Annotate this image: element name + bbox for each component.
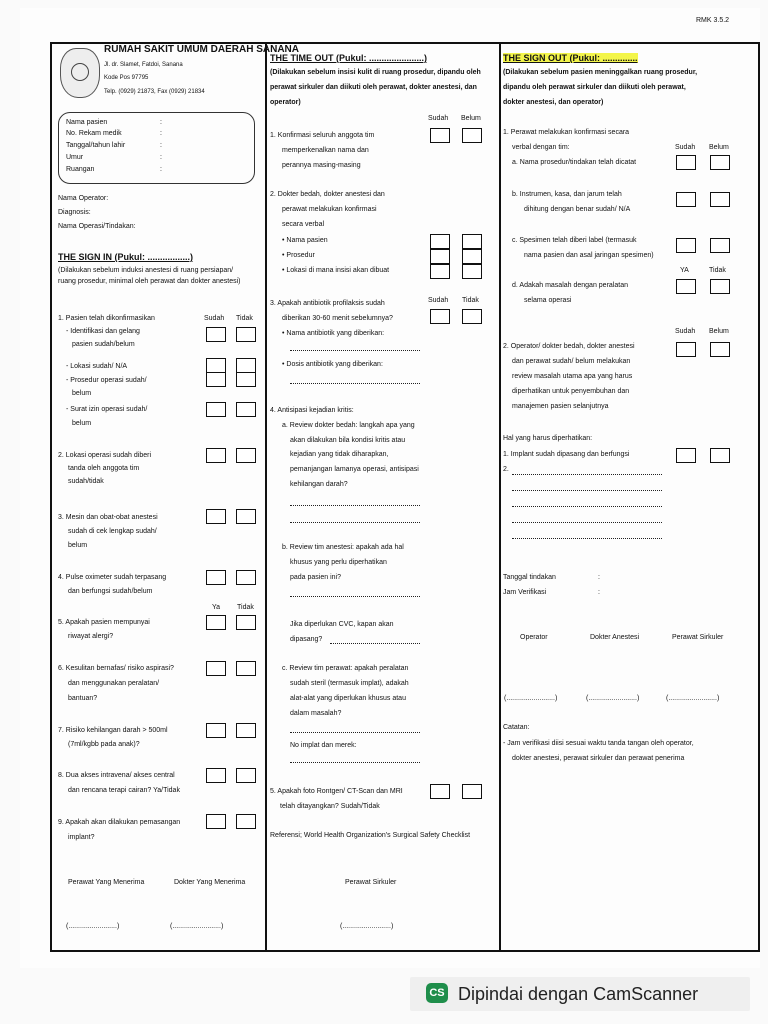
- checkbox[interactable]: [206, 570, 226, 585]
- checkbox[interactable]: [236, 814, 256, 829]
- hospital-address: Jl. dr. Slamet, Fatdoi, Sanana: [104, 62, 183, 68]
- sign-in-q8: 8. Dua akses intravena/ akses central: [58, 772, 175, 779]
- checkbox[interactable]: [206, 327, 226, 342]
- sign-in-signature-doctor: Dokter Yang Menerima: [174, 879, 246, 886]
- checkbox[interactable]: [710, 238, 730, 253]
- answer-line[interactable]: [290, 596, 420, 597]
- time-out-q2-line: secara verbal: [282, 221, 325, 228]
- time-out-q4-line: akan dilakukan bila kondisi kritis atau: [290, 437, 406, 444]
- time-out-q4b-line: khusus yang perlu diperhatikan: [290, 559, 387, 566]
- sign-in-q9: 9. Apakah akan dilakukan pemasangan: [58, 819, 181, 826]
- sign-in-q6-line: dan menggunakan peralatan/: [68, 680, 160, 687]
- checkbox[interactable]: [430, 309, 450, 324]
- right-border: [758, 42, 760, 950]
- checkbox[interactable]: [206, 723, 226, 738]
- sign-out-q2: 2. Operator/ dokter bedah, dokter anestesi: [503, 343, 635, 350]
- sign-out-q1c: c. Spesimen telah diberi label (termasuk: [512, 237, 637, 244]
- time-out-q3: 3. Apakah antibiotik profilaksis sudah: [270, 300, 385, 307]
- checkbox[interactable]: [236, 768, 256, 783]
- sign-out-signature-anesthesia: Dokter Anestesi: [590, 634, 640, 641]
- checkbox[interactable]: [206, 768, 226, 783]
- checkbox[interactable]: [676, 279, 696, 294]
- time-out-desc: perawat sirkuler dan diikuti oleh perawat, dokter anestesi, dan: [270, 84, 477, 91]
- sign-out-attention-2: 2.: [503, 466, 509, 473]
- sign-out-note: - Jam verifikasi diisi sesuai waktu tanda tangan oleh operator,: [503, 740, 694, 747]
- signature-blank[interactable]: (.........................): [586, 695, 640, 702]
- time-out-q4c-line: dalam masalah?: [290, 710, 342, 717]
- signature-blank[interactable]: (.........................): [170, 923, 224, 930]
- checkbox[interactable]: [206, 814, 226, 829]
- sign-out-attention: Hal yang harus diperhatikan:: [503, 435, 593, 442]
- sign-in-q1-line: - Identifikasi dan gelang: [66, 328, 140, 335]
- time-out-q4-line: kehilangan darah?: [290, 481, 348, 488]
- sign-out-q1b: b. Instrumen, kasa, dan jarum telah: [512, 191, 622, 198]
- sign-in-q1-line: - Prosedur operasi sudah/: [66, 377, 147, 384]
- time-out-q4: 4. Antisipasi kejadian kritis:: [270, 407, 354, 414]
- checkbox[interactable]: [206, 661, 226, 676]
- checkbox[interactable]: [710, 279, 730, 294]
- hospital-postal: Kode Pos 97795: [104, 75, 149, 81]
- checkbox[interactable]: [462, 309, 482, 324]
- sign-in-title: THE SIGN IN (Pukul: .................): [58, 252, 194, 262]
- sign-in-desc-2: ruang prosedur, minimal oleh perawat dan dokter anestesi): [58, 278, 241, 285]
- sign-out-col-belum: Belum: [709, 144, 729, 151]
- sign-in-q7: 7. Risiko kehilangan darah > 500ml: [58, 727, 168, 734]
- sign-out-signature-nurse: Perawat Sirkuler: [672, 634, 724, 641]
- time-out-q4-line: a. Review dokter bedah: langkah apa yang: [282, 422, 415, 429]
- sign-out-title: THE SIGN OUT (Pukul: ..............: [503, 53, 638, 63]
- sign-out-q2-line: review masalah utama apa yang harus: [512, 373, 633, 380]
- sign-out-date-label: Tanggal tindakan: [503, 574, 556, 581]
- time-out-q2: 2. Dokter bedah, dokter anestesi dan: [270, 191, 385, 198]
- sign-in-q3-line: sudah di cek lengkap sudah/: [68, 528, 157, 535]
- sign-in-col-sudah: Sudah: [204, 315, 225, 322]
- answer-line[interactable]: [290, 762, 420, 763]
- sign-in-q4: 4. Pulse oximeter sudah terpasang: [58, 574, 167, 581]
- patient-label-room: Ruangan: [66, 166, 95, 173]
- bottom-border: [50, 950, 760, 952]
- checkbox[interactable]: [236, 723, 256, 738]
- checkbox[interactable]: [462, 249, 482, 264]
- answer-line[interactable]: [512, 538, 662, 539]
- sign-out-q1: 1. Perawat melakukan konfirmasi secara: [503, 129, 630, 136]
- checkbox[interactable]: [676, 155, 696, 170]
- answer-line[interactable]: [512, 522, 662, 523]
- sign-in-q6: 6. Kesulitan bernafas/ risiko aspirasi?: [58, 665, 174, 672]
- checkbox[interactable]: [710, 155, 730, 170]
- time-out-q2-line: • Nama pasien: [282, 237, 328, 244]
- checkbox[interactable]: [462, 264, 482, 279]
- checkbox[interactable]: [462, 128, 482, 143]
- patient-label-age: Umur: [66, 154, 84, 161]
- checkbox[interactable]: [430, 784, 450, 799]
- hospital-logo: [60, 48, 100, 98]
- time-out-q5: 5. Apakah foto Rontgen/ CT-Scan dan MRI: [270, 788, 403, 795]
- diagnosis-label: Diagnosis:: [58, 209, 91, 216]
- checkbox[interactable]: [236, 372, 256, 387]
- sign-out-q1d-line: selama operasi: [524, 297, 572, 304]
- time-out-title: THE TIME OUT (Pukul: ......................): [270, 53, 428, 63]
- sign-out-q1c-line: nama pasien dan asal jaringan spesimen): [524, 252, 654, 259]
- sign-in-q3: 3. Mesin dan obat-obat anestesi: [58, 514, 158, 521]
- document-code: RMK 3.5.2: [696, 17, 730, 24]
- checkbox[interactable]: [206, 402, 226, 417]
- sign-out-note: dokter anestesi, perawat sirkuler dan perawat penerima: [512, 755, 685, 762]
- answer-line[interactable]: [290, 522, 420, 523]
- camscanner-logo: CS: [426, 983, 448, 1003]
- time-out-desc: (Dilakukan sebelum insisi kulit di ruang prosedur, dipandu oleh: [270, 69, 481, 76]
- checkbox[interactable]: [206, 448, 226, 463]
- sign-out-attention-1: 1. Implant sudah dipasang dan berfungsi: [503, 451, 630, 458]
- sign-out-q2-line: dan perawat sudah/ belum melakukan: [512, 358, 631, 365]
- time-out-q4b-line: dipasang?: [290, 636, 323, 643]
- checkbox[interactable]: [206, 615, 226, 630]
- time-out-q4c: c. Review tim perawat: apakah peralatan: [282, 665, 409, 672]
- hospital-name: RUMAH SAKIT UMUM DAERAH SANANA: [104, 44, 299, 55]
- sign-in-col-tidak-2: Tidak: [237, 604, 254, 611]
- checkbox[interactable]: [430, 128, 450, 143]
- sign-out-verification-label: Jam Verifikasi: [503, 589, 547, 596]
- time-out-q1-line: perannya masing-masing: [282, 162, 361, 169]
- checkbox[interactable]: [676, 448, 696, 463]
- sign-in-q7-line: (7ml/kgbb pada anak)?: [68, 741, 140, 748]
- checkbox[interactable]: [236, 509, 256, 524]
- reference-note: Referensi; World Health Organization's Surgical Safety Checklist: [270, 832, 471, 839]
- sign-out-note-title: Catatan:: [503, 724, 530, 731]
- sign-in-q5-line: riwayat alergi?: [68, 633, 114, 640]
- checkbox[interactable]: [676, 238, 696, 253]
- sign-in-q1-line: pasien sudah/belum: [72, 341, 135, 348]
- sign-out-q1-line: verbal dengan tim:: [512, 144, 570, 151]
- sign-in-q1-line: - Lokasi sudah/ N/A: [66, 363, 128, 370]
- sign-in-q5: 5. Apakah pasien mempunyai: [58, 619, 150, 626]
- time-out-col-belum: Belum: [461, 115, 481, 122]
- time-out-q1: 1. Konfirmasi seluruh anggota tim: [270, 132, 375, 139]
- checkbox[interactable]: [236, 615, 256, 630]
- checkbox[interactable]: [430, 234, 450, 249]
- sign-in-signature-nurse: Perawat Yang Menerima: [68, 879, 145, 886]
- column-divider-right: [499, 42, 501, 950]
- patient-label-dob: Tanggal/tahun lahir: [66, 142, 126, 149]
- time-out-q4b: b. Review tim anestesi: apakah ada hal: [282, 544, 404, 551]
- time-out-q4-line: kejadian yang tidak diharapkan,: [290, 451, 389, 458]
- time-out-q3-line: diberikan 30-60 menit sebelumnya?: [282, 315, 393, 322]
- checkbox[interactable]: [236, 327, 256, 342]
- time-out-q4c-line: alat-alat yang diperlukan khusus atau: [290, 695, 406, 702]
- sign-out-q1d: d. Adakah masalah dengan peralatan: [512, 282, 628, 289]
- time-out-q1-line: memperkenalkan nama dan: [282, 147, 369, 154]
- time-out-col-sudah: Sudah: [428, 115, 449, 122]
- time-out-q4c-line: No implat dan merek:: [290, 742, 357, 749]
- checkbox[interactable]: [710, 192, 730, 207]
- camscanner-watermark: [410, 977, 750, 1011]
- sign-in-q2-line: tanda oleh anggota tim: [68, 465, 140, 472]
- sign-in-q1-line: belum: [72, 390, 92, 397]
- answer-line[interactable]: [290, 732, 420, 733]
- antibiotic-dose-line[interactable]: [290, 383, 420, 384]
- camscanner-text: Dipindai dengan CamScanner: [458, 984, 699, 1004]
- checkbox[interactable]: [236, 358, 256, 373]
- sign-out-col-ya: YA: [680, 267, 689, 274]
- checkbox[interactable]: [710, 342, 730, 357]
- time-out-q2-line: • Prosedur: [282, 252, 315, 259]
- sign-out-col-sudah-2: Sudah: [675, 328, 696, 335]
- sign-in-q8-line: dan rencana terapi cairan? Ya/Tidak: [68, 787, 180, 794]
- checkbox[interactable]: [236, 661, 256, 676]
- time-out-signature: Perawat Sirkuler: [345, 879, 397, 886]
- time-out-q2-line: • Lokasi di mana insisi akan dibuat: [282, 267, 390, 274]
- answer-line[interactable]: [512, 474, 662, 475]
- sign-out-col-belum-2: Belum: [709, 328, 729, 335]
- sign-out-desc: (Dilakukan sebelum pasien meninggalkan ruang prosedur,: [503, 69, 698, 76]
- sign-in-q3-line: belum: [68, 542, 88, 549]
- time-out-col-tidak: Tidak: [462, 297, 479, 304]
- signature-blank[interactable]: (.........................): [504, 695, 558, 702]
- sign-out-signature-operator: Operator: [520, 634, 548, 641]
- antibiotic-name-line[interactable]: [290, 350, 420, 351]
- signature-blank[interactable]: (.........................): [666, 695, 720, 702]
- signature-blank[interactable]: (.........................): [340, 923, 394, 930]
- column-divider-left: [265, 42, 267, 950]
- sign-in-q1-line: belum: [72, 420, 92, 427]
- sign-in-q2-line: sudah/tidak: [68, 478, 104, 485]
- time-out-desc: operator): [270, 99, 301, 106]
- answer-line[interactable]: [290, 505, 420, 506]
- operation-label: Nama Operasi/Tindakan:: [58, 223, 136, 230]
- time-out-q4-line: pemanjangan lamanya operasi, antisipasi: [290, 466, 419, 473]
- sign-in-q9-line: implant?: [68, 834, 95, 841]
- checkbox[interactable]: [236, 402, 256, 417]
- sign-out-desc: dokter anestesi, dan operator): [503, 99, 604, 106]
- sign-out-desc: dipandu oleh perawat sirkuler dan diikuti oleh perawat,: [503, 84, 686, 91]
- sign-in-q1-line: - Surat izin operasi sudah/: [66, 406, 148, 413]
- checkbox[interactable]: [676, 192, 696, 207]
- patient-label-name: Nama pasien: [66, 119, 108, 126]
- time-out-q4b-line: pada pasien ini?: [290, 574, 341, 581]
- checkbox[interactable]: [236, 570, 256, 585]
- operator-label: Nama Operator:: [58, 195, 109, 202]
- sign-in-q6-line: bantuan?: [68, 695, 98, 702]
- time-out-q3-line: • Dosis antibiotik yang diberikan:: [282, 361, 383, 368]
- checkbox[interactable]: [430, 249, 450, 264]
- sign-out-col-tidak: Tidak: [709, 267, 726, 274]
- checkbox[interactable]: [236, 448, 256, 463]
- answer-line[interactable]: [512, 506, 662, 507]
- checkbox[interactable]: [462, 234, 482, 249]
- signature-blank[interactable]: (.........................): [66, 923, 120, 930]
- checkbox[interactable]: [710, 448, 730, 463]
- checkbox[interactable]: [206, 358, 226, 373]
- sign-in-q4-line: dan berfungsi sudah/belum: [68, 588, 153, 595]
- sign-out-q2-line: diperhatikan untuk penyembuhan dan: [512, 388, 630, 395]
- sign-in-q1: 1. Pasien telah dikonfirmasikan: [58, 315, 155, 322]
- left-border: [50, 42, 52, 950]
- checkbox[interactable]: [430, 264, 450, 279]
- sign-in-q2: 2. Lokasi operasi sudah diberi: [58, 452, 152, 459]
- time-out-q4b-line: Jika diperlukan CVC, kapan akan: [290, 621, 394, 628]
- time-out-q4c-line: sudah steril (termasuk implat), adakah: [290, 680, 409, 687]
- checkbox[interactable]: [206, 509, 226, 524]
- answer-line[interactable]: [330, 643, 420, 644]
- checkbox[interactable]: [206, 372, 226, 387]
- hospital-phone: Telp. (0929) 21873, Fax (0929) 21834: [104, 89, 205, 95]
- checkbox[interactable]: [676, 342, 696, 357]
- sign-in-col-ya: Ya: [212, 604, 221, 611]
- answer-line[interactable]: [512, 490, 662, 491]
- time-out-col-sudah-2: Sudah: [428, 297, 449, 304]
- sign-in-desc-1: (Dilakukan sebelum induksi anestesi di ruang persiapan/: [58, 267, 234, 274]
- sign-out-q2-line: manajemen pasien selanjutnya: [512, 403, 609, 410]
- time-out-q3-line: • Nama antibiotik yang diberikan:: [282, 330, 385, 337]
- sign-in-col-tidak: Tidak: [236, 315, 253, 322]
- time-out-q2-line: perawat melakukan konfirmasi: [282, 206, 377, 213]
- patient-label-mr: No. Rekam medik: [66, 130, 122, 137]
- sign-out-q1b-line: dihitung dengan benar sudah/ N/A: [524, 206, 631, 213]
- time-out-q5-line: telah ditayangkan? Sudah/Tidak: [280, 803, 380, 810]
- checkbox[interactable]: [462, 784, 482, 799]
- sign-out-q1-line: a. Nama prosedur/tindakan telah dicatat: [512, 159, 637, 166]
- sign-out-col-sudah: Sudah: [675, 144, 696, 151]
